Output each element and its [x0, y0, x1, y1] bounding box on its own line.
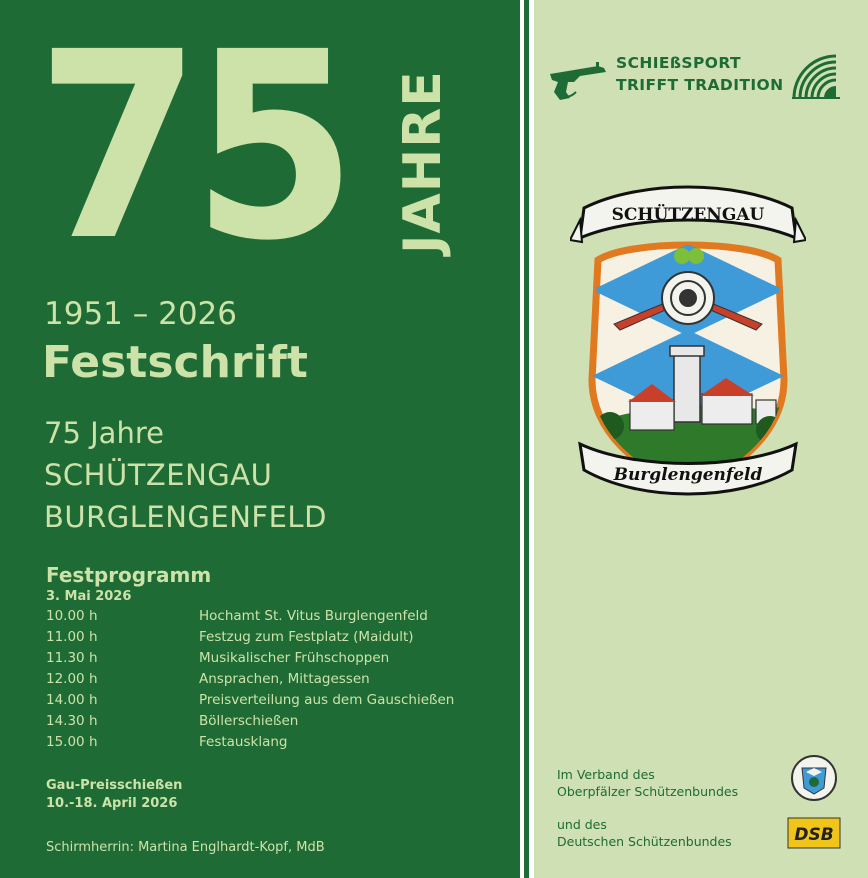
association-line-1: Im Verband des [557, 767, 655, 782]
slogan [616, 52, 783, 96]
association-line-4: Deutschen Schützenbundes [557, 834, 732, 849]
panel-divider [520, 0, 534, 878]
year-range: 1951 – 2026 [44, 296, 237, 332]
association-text-2 [557, 816, 732, 850]
schedule-row [46, 671, 506, 692]
crest-bottom-banner: Burglengenfeld [613, 465, 763, 485]
subtitle-line-3: BURGLENGENFELD [44, 500, 327, 534]
jahre-text: JAHRE [393, 70, 453, 254]
subtitle-line-2: SCHÜTZENGAU [44, 458, 273, 492]
schedule-description: Preisverteilung aus dem Gauschießen [199, 692, 455, 708]
page-title: Festschrift [42, 337, 308, 388]
schedule-description: Musikalischer Frühschoppen [199, 650, 390, 666]
shooting-target-icon [788, 50, 842, 100]
coat-of-arms [570, 180, 806, 516]
schedule-row [46, 650, 506, 671]
schedule-description: Festausklang [199, 734, 288, 750]
association-line-2: Oberpfälzer Schützenbundes [557, 784, 739, 799]
schedule-description: Böllerschießen [199, 713, 299, 729]
association-text-1 [557, 766, 738, 800]
patron-line: Schirmherrin: Martina Englhardt-Kopf, MdB [46, 840, 325, 855]
schedule-description: Festzug zum Festplatz (Maidult) [199, 629, 414, 645]
schedule-description: Ansprachen, Mittagessen [199, 671, 370, 687]
slogan-line-2: TRIFFT TRADITION [616, 76, 784, 94]
oberpfalz-emblem-icon [790, 754, 838, 802]
association-line-3: und des [557, 817, 607, 832]
schedule-description: Hochamt St. Vitus Burglengenfeld [199, 608, 428, 624]
vertical-jahre-label [388, 62, 458, 262]
pistol-icon [546, 52, 610, 102]
schedule-row [46, 608, 506, 629]
schedule-row [46, 692, 506, 713]
competition-title: Gau-Preisschießen [46, 778, 183, 793]
schedule-time: 11.30 h [46, 650, 98, 666]
schedule-row [46, 629, 506, 650]
slogan-line-1: SCHIEßSPORT [616, 54, 741, 72]
crest-top-banner: SCHÜTZENGAU [611, 205, 765, 225]
big-anniversary-number: 75 [36, 0, 348, 297]
schedule-row [46, 713, 506, 734]
competition-dates: 10.-18. April 2026 [46, 796, 178, 811]
schedule-time: 14.30 h [46, 713, 98, 729]
subtitle-line-1: 75 Jahre [44, 416, 164, 450]
schedule-time: 12.00 h [46, 671, 98, 687]
schedule-time: 14.00 h [46, 692, 98, 708]
program-schedule [46, 608, 506, 755]
schedule-time: 15.00 h [46, 734, 98, 750]
dsb-logo-icon [786, 816, 842, 854]
schedule-row [46, 734, 506, 755]
dsb-logo-text: DSB [794, 825, 834, 845]
program-heading: Festprogramm [46, 563, 212, 587]
schedule-time: 10.00 h [46, 608, 98, 624]
schedule-time: 11.00 h [46, 629, 98, 645]
program-date: 3. Mai 2026 [46, 589, 132, 604]
